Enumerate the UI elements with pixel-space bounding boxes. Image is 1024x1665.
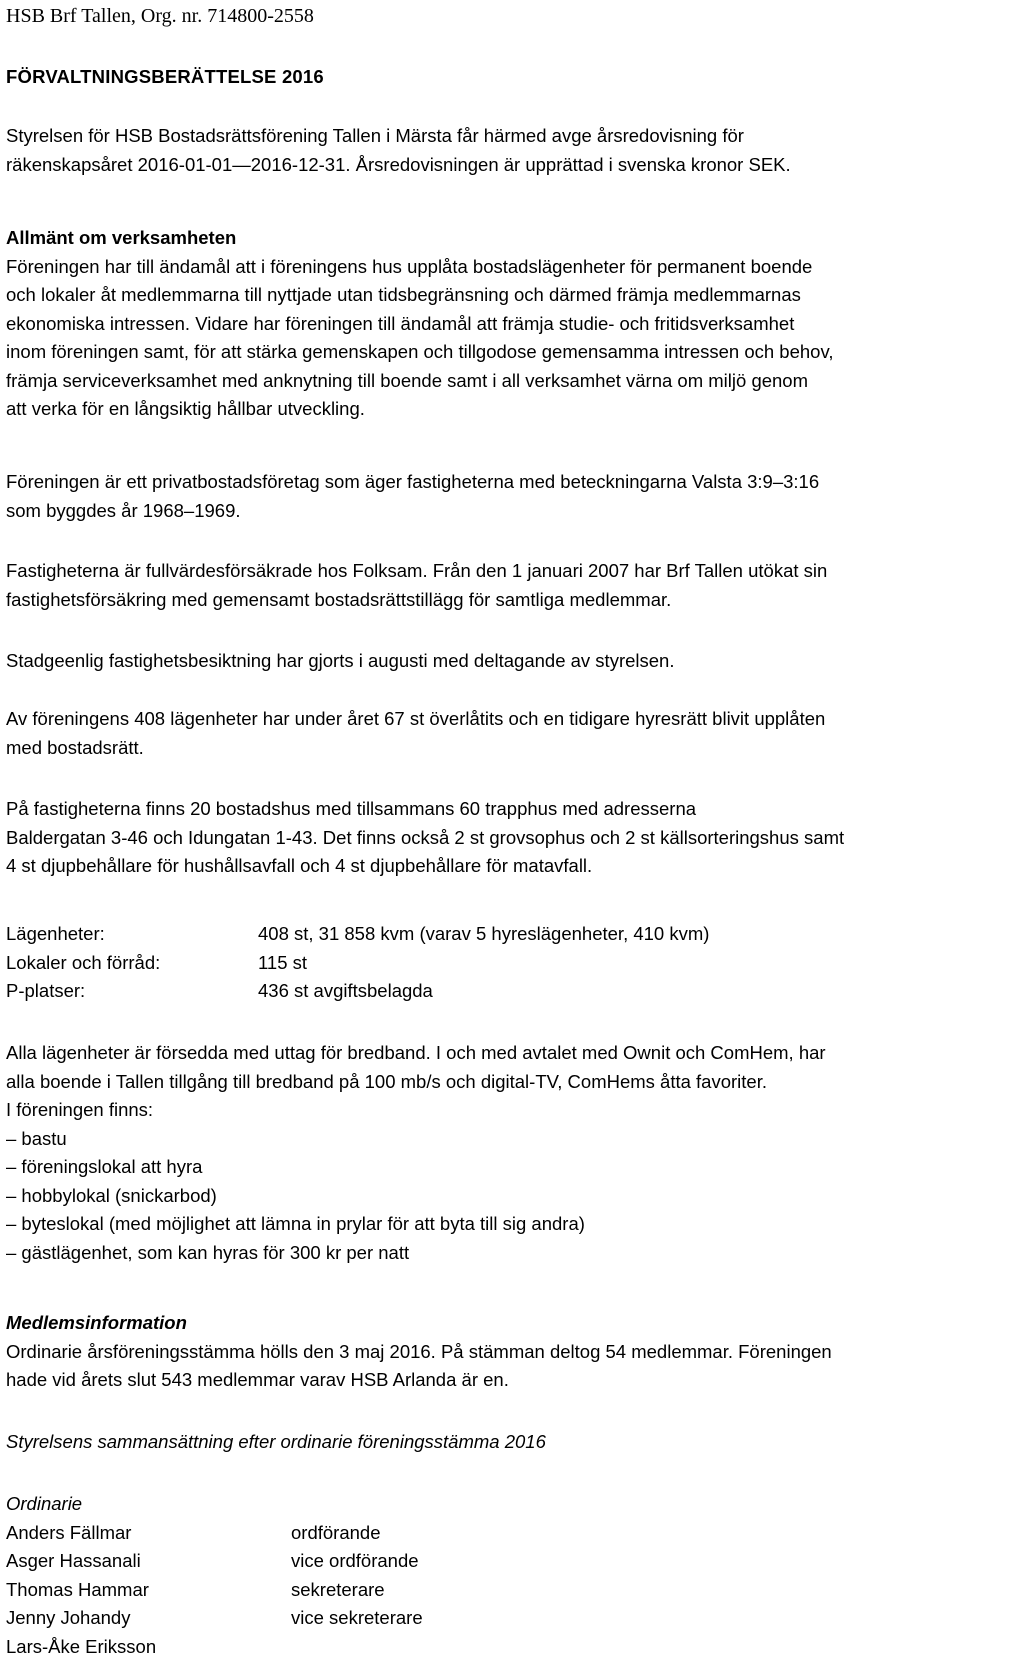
- text-line: I föreningen finns:: [6, 1099, 154, 1120]
- text-line: fastighetsförsäkring med gemensamt bostadsrättstillägg för samtliga medlemmar.: [6, 588, 672, 610]
- text-line: Av föreningens 408 lägenheter har under året 67 st överlåtits och en tidigare hyresrätt blivit upplåten: [6, 708, 826, 729]
- board-heading: Styrelsens sammansättning efter ordinarie föreningsstämma 2016: [6, 1431, 546, 1452]
- list-item: – hobbylokal (snickarbod): [6, 1184, 217, 1206]
- members-section: [6, 1309, 1018, 1395]
- member-role: vice ordförande: [291, 1550, 419, 1571]
- text-line: hade vid årets slut 543 medlemmar varav HSB Arlanda är en.: [6, 1369, 509, 1390]
- list-item: – byteslokal (med möjlighet att lämna in prylar för att byta till sig andra): [6, 1213, 585, 1234]
- section-heading: Medlemsinformation: [6, 1312, 187, 1333]
- list-item: – gästlägenhet, som kan hyras för 300 kr per natt: [6, 1241, 410, 1263]
- text-line: På fastigheterna finns 20 bostadshus med tillsammans 60 trapphus med adresserna: [6, 798, 697, 819]
- text-line: Alla lägenheter är försedda med uttag för bredband. I och med avtalet med Ownit och ComHem, har: [6, 1042, 826, 1063]
- board-members: [6, 1490, 1018, 1661]
- fact-row: [6, 920, 1018, 949]
- list-item: – föreningslokal att hyra: [6, 1156, 203, 1177]
- transfers-paragraph: [6, 705, 1018, 762]
- member-name: Jenny Johandy: [6, 1607, 131, 1628]
- text-line: räkenskapsåret 2016-01-01—2016-12-31. Årsredovisningen är upprättad i svenska kronor SEK.: [6, 153, 791, 175]
- insurance-paragraph: [6, 557, 1018, 614]
- board-member-row: [6, 1633, 1018, 1662]
- text-line: 4 st djupbehållare för hushållsavfall och 4 st djupbehållare för matavfall.: [6, 855, 593, 876]
- buildings-paragraph: [6, 795, 1018, 881]
- text-line: Föreningen är ett privatbostadsföretag som äger fastigheterna med beteckningarna Valsta 3:9–3:16: [6, 471, 820, 492]
- board-subheading: Ordinarie: [6, 1493, 83, 1514]
- text-line: med bostadsrätt.: [6, 736, 144, 758]
- text-line: Stadgeenlig fastighetsbesiktning har gjorts i augusti med deltagande av styrelsen.: [6, 650, 675, 671]
- inspection-paragraph: [6, 647, 1018, 676]
- board-member-row: [6, 1604, 1018, 1633]
- fact-label: Lokaler och förråd:: [6, 951, 161, 973]
- text-line: alla boende i Tallen tillgång till bredband på 100 mb/s och digital-TV, ComHems åtta favoriter.: [6, 1070, 767, 1092]
- text-line: Fastigheterna är fullvärdesförsäkrade hos Folksam. Från den 1 januari 2007 har Brf Tallen utökat sin: [6, 560, 828, 581]
- text-line: Föreningen har till ändamål att i föreningens hus upplåta bostadslägenheter för permanent boende: [6, 255, 813, 277]
- property-paragraph: [6, 468, 1018, 525]
- general-section: [6, 224, 1018, 424]
- fact-value: 115 st: [258, 951, 308, 973]
- text-line: främja serviceverksamhet med anknytning till boende samt i all verksamhet värna om miljö genom: [6, 369, 809, 391]
- text-line: ekonomiska intressen. Vidare har föreningen till ändamål att främja studie- och fritidsverksamhet: [6, 312, 795, 334]
- board-member-row: [6, 1547, 1018, 1576]
- member-role: vice sekreterare: [291, 1607, 423, 1628]
- fact-label: P-platser:: [6, 980, 86, 1001]
- text-line: Styrelsen för HSB Bostadsrättsförening Tallen i Märsta får härmed avge årsredovisning för: [6, 125, 744, 146]
- member-role: sekreterare: [291, 1578, 385, 1600]
- text-line: inom föreningen samt, för att stärka gemenskapen och tillgodose gemensamma intressen och behov,: [6, 341, 834, 362]
- fact-value: 408 st, 31 858 kvm (varav 5 hyreslägenheter, 410 kvm): [258, 923, 710, 944]
- fact-value: 436 st avgiftsbelagda: [258, 980, 433, 1001]
- member-name: Asger Hassanali: [6, 1550, 141, 1571]
- board-member-row: [6, 1576, 1018, 1605]
- member-name: Thomas Hammar: [6, 1578, 149, 1600]
- document-title: FÖRVALTNINGSBERÄTTELSE 2016: [6, 66, 324, 87]
- intro-paragraph: [6, 122, 1018, 179]
- fact-label: Lägenheter:: [6, 923, 105, 944]
- board-section: [6, 1428, 1018, 1457]
- fact-row: [6, 949, 1018, 978]
- member-name: Anders Fällmar: [6, 1521, 132, 1543]
- org-line: HSB Brf Tallen, Org. nr. 714800-2558: [6, 5, 314, 27]
- board-member-row: [6, 1519, 1018, 1548]
- text-line: Baldergatan 3-46 och Idungatan 1-43. Det finns också 2 st grovsophus och 2 st källsorteringshus samt: [6, 826, 845, 848]
- text-line: som byggdes år 1968–1969.: [6, 499, 241, 521]
- member-name: Lars-Åke Eriksson: [6, 1635, 157, 1657]
- text-line: och lokaler åt medlemmarna till nyttjade utan tidsbegränsning och därmed främja medlemmarnas: [6, 284, 801, 305]
- text-line: att verka för en långsiktig hållbar utveckling.: [6, 398, 365, 419]
- section-heading: Allmänt om verksamheten: [6, 227, 237, 248]
- text-line: Ordinarie årsföreningsstämma hölls den 3 maj 2016. På stämman deltog 54 medlemmar. Föreningen: [6, 1340, 832, 1362]
- broadband-paragraph: [6, 1039, 1018, 1267]
- list-item: – bastu: [6, 1127, 67, 1149]
- member-role: ordförande: [291, 1521, 381, 1543]
- fact-row: [6, 977, 1018, 1006]
- facts-list: [6, 920, 1018, 1006]
